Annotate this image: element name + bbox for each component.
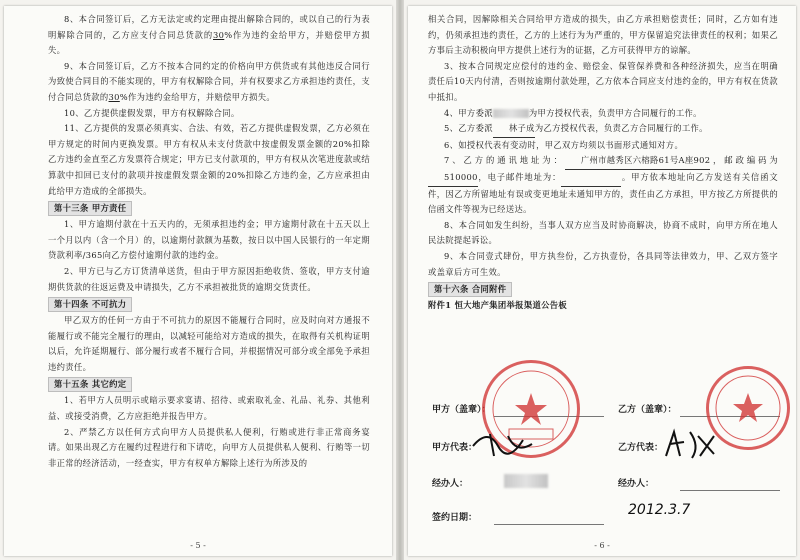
article-14-heading: 第十四条 不可抗力: [48, 297, 132, 312]
clause-10: 10、乙方提供虚假发票，甲方有权解除合同。: [64, 107, 240, 118]
article-15-clause-2: 2、严禁乙方以任何方式向甲方人员提供私人便利，行贿或进行非正常商务宴请。如果出现乙方在履约过程进行和下请吃，向甲方人员提供私人便利、行贿等一切非正常的经济活动，一经查实，甲方有权单方解除上述行为所涉及的: [48, 426, 370, 468]
sign-date-value: 2012.3.7: [628, 502, 691, 518]
article-15-continued: 相关合同，因解除相关合同给甲方造成的损失，由乙方承担赔偿责任；同时，乙方如有违约，仍须承担违约责任，乙方的上述行为为严重的，甲方保留追究法律责任的权利；如果乙方事后主动积极向甲方提供上述行为的证据，乙方可获得甲方的谅解。: [428, 14, 778, 56]
clause-9-copies: 9、本合同壹式肆份，甲方执叁份，乙方执壹份，各具同等法律效力，甲、乙双方签字或盖章后方可生效。: [428, 250, 778, 277]
clause-7-address: 7、乙方的通讯地址为： 广州市越秀区六榕路61号A座902，邮政编码为510000，电子邮件地址为： 。甲方依本地址向乙方发送有关信函文件，因乙方所留地址有误或变更地址未通知甲方的，责任由乙方承担，甲方按乙方所提供的信函文件等视为已经送达。: [428, 155, 779, 215]
party-b-handler-label: 经办人：: [618, 479, 655, 489]
clause-8: 8、本合同签订后，乙方无法定或约定理由提出解除合同的，或以自己的行为表明解除合同的，乙方应支付合同总货款的30%作为违约金给甲方，并赔偿甲方损失。: [48, 14, 370, 56]
penalty-percent-1: 30: [213, 29, 225, 40]
email-value: [561, 170, 621, 187]
party-a-rep-label: 甲方代表：: [432, 443, 478, 453]
article-15-clause-1: 1、若甲方人员明示或暗示要求宴请、招待、或索取礼金、礼品、礼券、其他利益、或接受消费，乙方应拒绝并报告甲方。: [48, 395, 370, 422]
clause-3-penalty-payment: 3、按本合同规定应偿付的违约金、赔偿金、保管保养费和各种经济损失，应当在明确责任后10天内付清，否则按逾期付款处理，乙方依本合同应支付违约金的，甲方有权在货款中抵扣。: [428, 60, 778, 102]
seal-star-icon-b: [709, 369, 787, 447]
article-14-text: 甲乙双方的任何一方由于不可抗力的原因不能履行合同时，应及时向对方通报不能履行或不能完全履行的理由，以减轻可能给对方造成的损失，在取得有关机构证明以后，允许延期履行、部分履行或者不履行合同，并根据情况可部分或全部免予承担违约责任。: [48, 315, 370, 372]
page-5-content: [48, 12, 370, 471]
clause-9: 9、本合同签订后，乙方不按本合同约定的价格向甲方供货或有其他违反合同行为致使合同目的不能实现的，甲方有权解除合同，并有权要求乙方承担违约责任，支付合同总货款的30%作为违约金给甲方，并赔偿甲方损失。: [48, 60, 370, 102]
page-number-6: - 6 -: [594, 541, 610, 550]
party-a-handler-label: 经办人：: [432, 479, 469, 489]
clause-4-party-a-rep: 4、甲方委派 为甲方授权代表，负责甲方合同履行的工作。: [444, 107, 702, 118]
contract-page-5: [4, 6, 392, 556]
article-13-heading: 第十三条 甲方责任: [48, 201, 132, 216]
party-a-signature-icon: [468, 426, 538, 460]
party-b-rep-name: 林子成: [493, 121, 535, 138]
article-13-clause-2: 2、甲方已与乙方订货清单送货，但由于甲方原因拒绝收货、签收，甲方支付逾期供货款的往返运费及申请损失，乙方不承担被批货的逾期交货责任。: [48, 265, 370, 292]
article-16-heading: 第十六条 合同附件: [428, 282, 512, 297]
sign-date-label: 签约日期：: [432, 513, 478, 523]
redacted-name: [493, 109, 529, 118]
page-number-5: - 5 -: [190, 541, 206, 550]
penalty-percent-2: 30: [108, 91, 120, 102]
redacted-handler: [504, 474, 548, 488]
clause-11: 11、乙方提供的发票必须真实、合法、有效，若乙方提供虚假发票，乙方必须在甲方规定的时间内更换发票。甲方有权从未支付货款中按虚假发票金额的20%扣除乙方违约金直至乙方发票符合规定；甲方已支付款项的，甲方有权从次笔进度款或结算款中扣回已支付的款项并按虚假发票金额的20%扣除乙方违约金，乙方应承担由此给甲方造成的全部损失。: [48, 123, 370, 196]
party-b-handler-line: [680, 490, 780, 491]
clause-6: 6、如授权代表有变动时，甲乙双方均须以书面形式通知对方。: [444, 139, 684, 150]
contract-page-6: [408, 6, 796, 556]
clause-5-party-b-rep: 5、乙方委派 林子成为乙方授权代表，负责乙方合同履行的工作。: [428, 121, 778, 138]
address-value: 广州市越秀区六榕路61号A座902: [565, 153, 711, 170]
party-a-seal-label: 甲方（盖章）：: [432, 405, 491, 415]
party-b-rep-label: 乙方代表：: [618, 443, 664, 453]
sign-date-line: [494, 524, 604, 525]
party-b-signature-icon: [660, 426, 720, 462]
attachment-title: 附件1 恒大地产集团举报渠道公告板: [428, 300, 568, 311]
postcode-value: 510000: [428, 170, 478, 187]
clause-8-disputes: 8、本合同如发生纠纷，当事人双方应当及时协商解决，协商不成时，向甲方所在地人民法院提起诉讼。: [428, 219, 778, 246]
article-13-clause-1: 1、甲方逾期付款在十五天内的，无须承担违约金；甲方逾期付款在十五天以上一个月以内（含一个月）的，以逾期付款额为基数，按日以中国人民银行的一年定期贷款利率/365向乙方偿付逾期付款的违约金。: [48, 219, 370, 261]
article-15-heading: 第十五条 其它约定: [48, 377, 132, 392]
page-gutter: [396, 0, 404, 560]
page-6-content: [428, 12, 778, 314]
party-b-seal-label: 乙方（盖章）：: [618, 405, 677, 415]
